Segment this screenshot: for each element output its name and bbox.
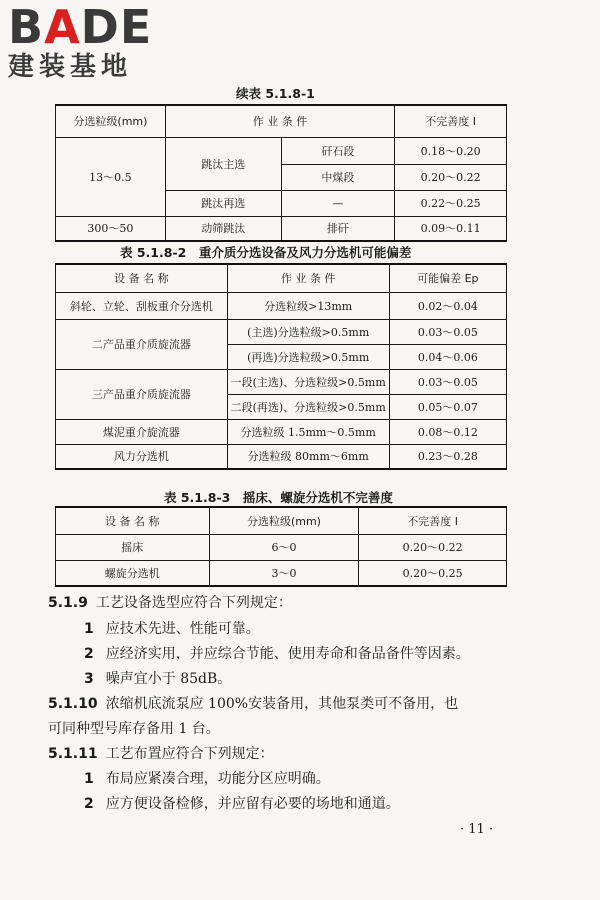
table-cell: 斜轮、立轮、刮板重介分选机 <box>56 292 228 319</box>
clause-continuation: 可同种型号库存备用 1 台。 <box>48 721 220 737</box>
table-header: 设 备 名 称 <box>56 264 228 292</box>
table-cell: 摇床 <box>56 534 210 560</box>
table2-caption: 表 5.1.8-2 重介质分选设备及风力分选机可能偏差 <box>120 245 412 260</box>
table-cell: 动筛跳汰 <box>165 216 281 241</box>
table-cell: — <box>281 190 395 216</box>
table-cell: 螺旋分选机 <box>56 560 210 586</box>
list-item: 3 噪声宜小于 85dB。 <box>84 671 232 687</box>
table-header: 分选粒级(mm) <box>56 105 166 137</box>
clause-number: 5.1.11 <box>48 746 98 762</box>
table-row <box>56 319 507 344</box>
table-cell: 3～0 <box>209 560 359 586</box>
clause-5-1-11 <box>48 743 274 763</box>
table-row <box>56 534 507 560</box>
table-cell: 分选粒级 80mm～6mm <box>227 444 389 469</box>
table-row <box>56 444 507 469</box>
table-cell: 风力分选机 <box>56 444 228 469</box>
table-cell: 0.20～0.25 <box>359 560 507 586</box>
table-cell: 中煤段 <box>281 164 395 190</box>
table-cell: 0.20～0.22 <box>395 164 507 190</box>
table-row <box>56 137 507 164</box>
page-number: · 11 · <box>460 822 494 837</box>
list-item: 1 应技术先进、性能可靠。 <box>84 621 260 637</box>
table-cell: 二段(再选)、分选粒级>0.5mm <box>227 394 389 419</box>
table-row <box>56 419 507 444</box>
table-header: 可能偏差 Ep <box>389 264 506 292</box>
clause-5-1-9 <box>48 592 292 612</box>
logo-wordmark: BADE <box>8 0 153 54</box>
table-row <box>56 292 507 319</box>
table-cell: 0.08～0.12 <box>389 419 506 444</box>
table-cell: 跳汰主选 <box>165 137 281 190</box>
clause-number: 5.1.10 <box>48 696 98 712</box>
table-header: 作 业 条 件 <box>165 105 394 137</box>
table-cell: 三产品重介质旋流器 <box>56 369 228 419</box>
table-cell: 0.22～0.25 <box>395 190 507 216</box>
table-cell: 13～0.5 <box>56 137 166 216</box>
table-header: 作 业 条 件 <box>227 264 389 292</box>
table-cell: 0.02～0.04 <box>389 292 506 319</box>
table-cell: 0.18～0.20 <box>395 137 507 164</box>
table-cell: 矸石段 <box>281 137 395 164</box>
list-item: 1 布局应紧凑合理，功能分区应明确。 <box>84 771 330 787</box>
table1 <box>55 104 507 242</box>
table-cell: (再选)分选粒级>0.5mm <box>227 344 389 369</box>
table-cell: 跳汰再选 <box>165 190 281 216</box>
table-cell: 6～0 <box>209 534 359 560</box>
table-cell: 分选粒级>13mm <box>227 292 389 319</box>
table-header: 设 备 名 称 <box>56 507 210 534</box>
table-row <box>56 369 507 394</box>
table-row <box>56 216 507 241</box>
table1-caption: 续表 5.1.8-1 <box>236 86 315 101</box>
table-cell: 二产品重介质旋流器 <box>56 319 228 369</box>
clause-number: 5.1.9 <box>48 595 88 611</box>
clause-text: 工艺设备选型应符合下列规定： <box>95 595 292 611</box>
table-cell: 0.04～0.06 <box>389 344 506 369</box>
table-header: 不完善度 I <box>359 507 507 534</box>
bade-logo <box>8 0 178 84</box>
table-cell: 0.03～0.05 <box>389 319 506 344</box>
table-cell: 0.09～0.11 <box>395 216 507 241</box>
table-header-row <box>56 105 507 137</box>
table3-caption: 表 5.1.8-3 摇床、螺旋分选机不完善度 <box>164 490 393 505</box>
clause-text: 工艺布置应符合下列规定： <box>105 746 274 762</box>
table-cell: 0.23～0.28 <box>389 444 506 469</box>
table-cell: 煤泥重介旋流器 <box>56 419 228 444</box>
clause-5-1-10 <box>48 693 458 713</box>
table-header: 不完善度 I <box>395 105 507 137</box>
table-cell: 300～50 <box>56 216 166 241</box>
table-cell: 排矸 <box>281 216 395 241</box>
clause-text: 浓缩机底流泵应 100%安装备用，其他泵类可不备用，也 <box>105 696 459 712</box>
table-header-row <box>56 507 507 534</box>
table3 <box>55 506 507 587</box>
list-item: 2 应方便设备检修，并应留有必要的场地和通道。 <box>84 796 400 812</box>
logo-subtitle: 建装基地 <box>8 52 133 82</box>
table-row <box>56 560 507 586</box>
table-cell: 0.20～0.22 <box>359 534 507 560</box>
table2 <box>55 263 507 470</box>
list-item: 2 应经济实用，并应综合节能、使用寿命和备品备件等因素。 <box>84 646 470 662</box>
table-cell: 一段(主选)、分选粒级>0.5mm <box>227 369 389 394</box>
table-cell: (主选)分选粒级>0.5mm <box>227 319 389 344</box>
table-cell: 0.03～0.05 <box>389 369 506 394</box>
table-cell: 0.05～0.07 <box>389 394 506 419</box>
table-header: 分选粒级(mm) <box>209 507 359 534</box>
table-header-row <box>56 264 507 292</box>
table-cell: 分选粒级 1.5mm～0.5mm <box>227 419 389 444</box>
